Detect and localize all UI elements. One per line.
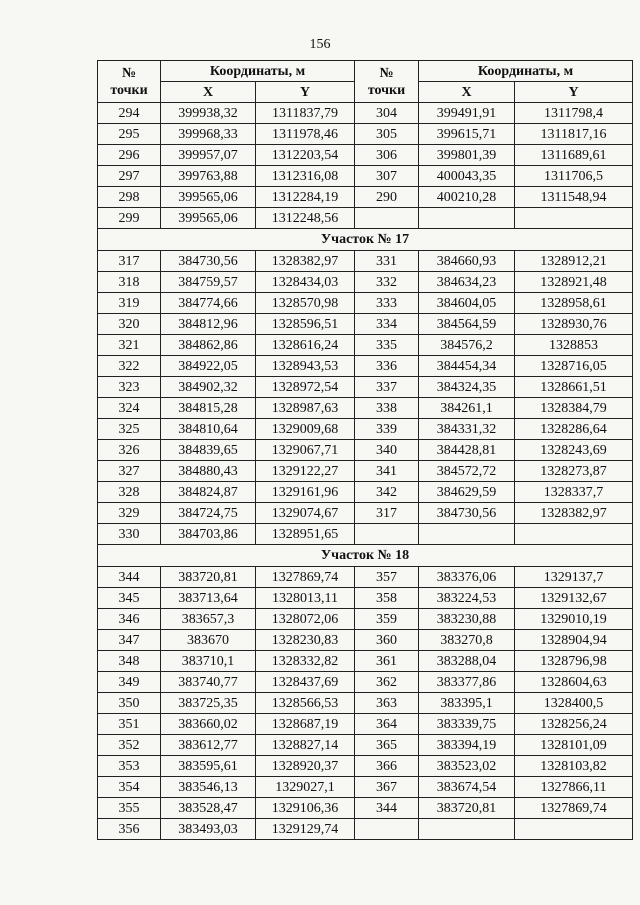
point-number-cell: 365 bbox=[355, 735, 419, 756]
point-number-cell: 328 bbox=[98, 482, 161, 503]
point-number-cell: 337 bbox=[355, 377, 419, 398]
y-coordinate-cell: 1312203,54 bbox=[256, 145, 355, 166]
x-coordinate-cell: 383710,1 bbox=[161, 651, 256, 672]
x-coordinate-cell: 383528,47 bbox=[161, 798, 256, 819]
point-number-cell: 356 bbox=[98, 819, 161, 840]
x-coordinate-cell: 383713,64 bbox=[161, 588, 256, 609]
x-coordinate-cell: 400210,28 bbox=[419, 187, 515, 208]
x-coordinate-cell: 383395,1 bbox=[419, 693, 515, 714]
y-coordinate-cell: 1329106,36 bbox=[256, 798, 355, 819]
point-number-cell: 327 bbox=[98, 461, 161, 482]
point-number-cell: 304 bbox=[355, 103, 419, 124]
y-coordinate-cell bbox=[515, 524, 633, 545]
x-coordinate-cell: 384660,93 bbox=[419, 251, 515, 272]
point-number-cell: 325 bbox=[98, 419, 161, 440]
y-header-right: Y bbox=[515, 82, 633, 103]
x-coordinate-cell: 399957,07 bbox=[161, 145, 256, 166]
y-coordinate-cell: 1328437,69 bbox=[256, 672, 355, 693]
y-coordinate-cell: 1329122,27 bbox=[256, 461, 355, 482]
point-number-header-right bbox=[355, 61, 419, 103]
x-coordinate-cell: 383493,03 bbox=[161, 819, 256, 840]
y-header-left: Y bbox=[256, 82, 355, 103]
point-number-cell: 295 bbox=[98, 124, 161, 145]
x-coordinate-cell: 384730,56 bbox=[419, 503, 515, 524]
x-coordinate-cell: 383270,8 bbox=[419, 630, 515, 651]
x-coordinate-cell: 384880,43 bbox=[161, 461, 256, 482]
x-header-left: X bbox=[161, 82, 256, 103]
x-coordinate-cell: 383660,02 bbox=[161, 714, 256, 735]
x-coordinate-cell: 384629,59 bbox=[419, 482, 515, 503]
y-coordinate-cell: 1328072,06 bbox=[256, 609, 355, 630]
x-coordinate-cell: 383670 bbox=[161, 630, 256, 651]
x-coordinate-cell: 384730,56 bbox=[161, 251, 256, 272]
table-row bbox=[98, 314, 633, 335]
table-row bbox=[98, 124, 633, 145]
point-number-cell: 335 bbox=[355, 335, 419, 356]
x-coordinate-cell: 383394,19 bbox=[419, 735, 515, 756]
y-coordinate-cell: 1311706,5 bbox=[515, 166, 633, 187]
point-number-cell: 344 bbox=[355, 798, 419, 819]
point-number-cell bbox=[355, 819, 419, 840]
point-number-cell: 324 bbox=[98, 398, 161, 419]
x-coordinate-cell: 383740,77 bbox=[161, 672, 256, 693]
table-row bbox=[98, 356, 633, 377]
x-coordinate-cell: 399565,06 bbox=[161, 208, 256, 229]
y-coordinate-cell: 1328101,09 bbox=[515, 735, 633, 756]
point-number-cell: 338 bbox=[355, 398, 419, 419]
point-number-cell: 363 bbox=[355, 693, 419, 714]
x-coordinate-cell: 383674,54 bbox=[419, 777, 515, 798]
x-coordinate-cell: 384572,72 bbox=[419, 461, 515, 482]
y-coordinate-cell: 1328273,87 bbox=[515, 461, 633, 482]
y-coordinate-cell: 1311548,94 bbox=[515, 187, 633, 208]
y-coordinate-cell: 1328904,94 bbox=[515, 630, 633, 651]
point-number-cell: 305 bbox=[355, 124, 419, 145]
y-coordinate-cell: 1329009,68 bbox=[256, 419, 355, 440]
section-title: Участок № 18 bbox=[98, 545, 633, 567]
y-coordinate-cell: 1328912,21 bbox=[515, 251, 633, 272]
table-row bbox=[98, 735, 633, 756]
point-number-cell: 348 bbox=[98, 651, 161, 672]
y-coordinate-cell: 1328286,64 bbox=[515, 419, 633, 440]
x-coordinate-cell: 383546,13 bbox=[161, 777, 256, 798]
x-coordinate-cell: 383595,61 bbox=[161, 756, 256, 777]
x-coordinate-cell: 383720,81 bbox=[419, 798, 515, 819]
table-row bbox=[98, 819, 633, 840]
y-coordinate-cell: 1329132,67 bbox=[515, 588, 633, 609]
point-number-cell: 367 bbox=[355, 777, 419, 798]
x-coordinate-cell: 384759,57 bbox=[161, 272, 256, 293]
y-coordinate-cell: 1328951,65 bbox=[256, 524, 355, 545]
x-coordinate-cell: 399615,71 bbox=[419, 124, 515, 145]
point-number-cell: 294 bbox=[98, 103, 161, 124]
point-number-cell: 332 bbox=[355, 272, 419, 293]
table-row bbox=[98, 440, 633, 461]
point-number-cell: 317 bbox=[355, 503, 419, 524]
y-coordinate-cell: 1312248,56 bbox=[256, 208, 355, 229]
point-number-symbol: № bbox=[379, 65, 394, 81]
y-coordinate-cell: 1329027,1 bbox=[256, 777, 355, 798]
table-row bbox=[98, 630, 633, 651]
y-coordinate-cell: 1328661,51 bbox=[515, 377, 633, 398]
x-coordinate-cell: 384604,05 bbox=[419, 293, 515, 314]
y-coordinate-cell: 1328687,19 bbox=[256, 714, 355, 735]
point-number-cell: 366 bbox=[355, 756, 419, 777]
table-row bbox=[98, 251, 633, 272]
point-number-cell: 323 bbox=[98, 377, 161, 398]
x-coordinate-cell: 384261,1 bbox=[419, 398, 515, 419]
y-coordinate-cell: 1328604,63 bbox=[515, 672, 633, 693]
y-coordinate-cell: 1329161,96 bbox=[256, 482, 355, 503]
x-coordinate-cell: 384774,66 bbox=[161, 293, 256, 314]
point-number-cell: 320 bbox=[98, 314, 161, 335]
y-coordinate-cell: 1327866,11 bbox=[515, 777, 633, 798]
x-coordinate-cell: 384902,32 bbox=[161, 377, 256, 398]
y-coordinate-cell: 1311817,16 bbox=[515, 124, 633, 145]
x-coordinate-cell bbox=[419, 208, 515, 229]
x-coordinate-cell: 383720,81 bbox=[161, 567, 256, 588]
y-coordinate-cell: 1328943,53 bbox=[256, 356, 355, 377]
x-coordinate-cell bbox=[419, 524, 515, 545]
y-coordinate-cell: 1328716,05 bbox=[515, 356, 633, 377]
y-coordinate-cell: 1312284,19 bbox=[256, 187, 355, 208]
coordinates-table bbox=[97, 60, 633, 840]
y-coordinate-cell: 1329137,7 bbox=[515, 567, 633, 588]
point-number-word: точки bbox=[367, 82, 406, 98]
x-coordinate-cell: 383725,35 bbox=[161, 693, 256, 714]
point-number-cell: 334 bbox=[355, 314, 419, 335]
point-number-cell: 329 bbox=[98, 503, 161, 524]
x-coordinate-cell: 384703,86 bbox=[161, 524, 256, 545]
table-row bbox=[98, 672, 633, 693]
y-coordinate-cell: 1328570,98 bbox=[256, 293, 355, 314]
table-row bbox=[98, 567, 633, 588]
y-coordinate-cell: 1311978,46 bbox=[256, 124, 355, 145]
table-row bbox=[98, 208, 633, 229]
x-coordinate-cell: 384839,65 bbox=[161, 440, 256, 461]
point-number-cell: 351 bbox=[98, 714, 161, 735]
x-coordinate-cell: 384810,64 bbox=[161, 419, 256, 440]
x-coordinate-cell: 384922,05 bbox=[161, 356, 256, 377]
section-title: Участок № 17 bbox=[98, 229, 633, 251]
table-row bbox=[98, 293, 633, 314]
point-number-cell: 318 bbox=[98, 272, 161, 293]
point-number-cell: 360 bbox=[355, 630, 419, 651]
x-coordinate-cell: 384454,34 bbox=[419, 356, 515, 377]
x-coordinate-cell bbox=[419, 819, 515, 840]
table-row bbox=[98, 651, 633, 672]
point-number-header-left bbox=[98, 61, 161, 103]
x-coordinate-cell: 384324,35 bbox=[419, 377, 515, 398]
x-coordinate-cell: 383376,06 bbox=[419, 567, 515, 588]
y-coordinate-cell bbox=[515, 208, 633, 229]
point-number-cell: 298 bbox=[98, 187, 161, 208]
y-coordinate-cell: 1328337,7 bbox=[515, 482, 633, 503]
point-number-cell: 331 bbox=[355, 251, 419, 272]
table-row bbox=[98, 377, 633, 398]
table-row bbox=[98, 272, 633, 293]
y-coordinate-cell: 1328566,53 bbox=[256, 693, 355, 714]
x-coordinate-cell: 400043,35 bbox=[419, 166, 515, 187]
point-number-cell: 349 bbox=[98, 672, 161, 693]
point-number-cell: 330 bbox=[98, 524, 161, 545]
table-row bbox=[98, 166, 633, 187]
point-number-cell: 342 bbox=[355, 482, 419, 503]
x-coordinate-cell: 384812,96 bbox=[161, 314, 256, 335]
table-row bbox=[98, 145, 633, 166]
x-coordinate-cell: 384824,87 bbox=[161, 482, 256, 503]
point-number-cell: 354 bbox=[98, 777, 161, 798]
y-coordinate-cell: 1328596,51 bbox=[256, 314, 355, 335]
y-coordinate-cell: 1328920,37 bbox=[256, 756, 355, 777]
table-row bbox=[98, 756, 633, 777]
y-coordinate-cell: 1329067,71 bbox=[256, 440, 355, 461]
x-coordinate-cell: 399565,06 bbox=[161, 187, 256, 208]
x-coordinate-cell: 383612,77 bbox=[161, 735, 256, 756]
point-number-cell: 339 bbox=[355, 419, 419, 440]
x-coordinate-cell: 384576,2 bbox=[419, 335, 515, 356]
y-coordinate-cell: 1328013,11 bbox=[256, 588, 355, 609]
point-number-cell: 346 bbox=[98, 609, 161, 630]
x-coordinate-cell: 383657,3 bbox=[161, 609, 256, 630]
x-coordinate-cell: 383377,86 bbox=[419, 672, 515, 693]
x-coordinate-cell: 384428,81 bbox=[419, 440, 515, 461]
x-header-right: X bbox=[419, 82, 515, 103]
y-coordinate-cell: 1328827,14 bbox=[256, 735, 355, 756]
table-row bbox=[98, 187, 633, 208]
point-number-cell: 347 bbox=[98, 630, 161, 651]
point-number-cell: 344 bbox=[98, 567, 161, 588]
y-coordinate-cell: 1328243,69 bbox=[515, 440, 633, 461]
table-row bbox=[98, 524, 633, 545]
point-number-cell bbox=[355, 208, 419, 229]
y-coordinate-cell: 1328400,5 bbox=[515, 693, 633, 714]
point-number-cell: 345 bbox=[98, 588, 161, 609]
x-coordinate-cell: 383339,75 bbox=[419, 714, 515, 735]
table-row bbox=[98, 461, 633, 482]
x-coordinate-cell: 384724,75 bbox=[161, 503, 256, 524]
coordinates-header-right: Координаты, м bbox=[419, 61, 633, 82]
point-number-cell: 357 bbox=[355, 567, 419, 588]
point-number-cell: 333 bbox=[355, 293, 419, 314]
point-number-cell: 340 bbox=[355, 440, 419, 461]
table-row bbox=[98, 398, 633, 419]
point-number-cell: 359 bbox=[355, 609, 419, 630]
point-number-cell: 317 bbox=[98, 251, 161, 272]
y-coordinate-cell: 1311798,4 bbox=[515, 103, 633, 124]
point-number-cell: 321 bbox=[98, 335, 161, 356]
point-number-cell: 336 bbox=[355, 356, 419, 377]
y-coordinate-cell: 1329074,67 bbox=[256, 503, 355, 524]
x-coordinate-cell: 399763,88 bbox=[161, 166, 256, 187]
y-coordinate-cell: 1328930,76 bbox=[515, 314, 633, 335]
y-coordinate-cell: 1328958,61 bbox=[515, 293, 633, 314]
y-coordinate-cell: 1311689,61 bbox=[515, 145, 633, 166]
y-coordinate-cell: 1328616,24 bbox=[256, 335, 355, 356]
x-coordinate-cell: 383230,88 bbox=[419, 609, 515, 630]
point-number-word: точки bbox=[110, 82, 148, 98]
y-coordinate-cell: 1329129,74 bbox=[256, 819, 355, 840]
y-coordinate-cell: 1327869,74 bbox=[515, 798, 633, 819]
point-number-cell: 361 bbox=[355, 651, 419, 672]
table-body bbox=[98, 103, 633, 840]
point-number-cell: 358 bbox=[355, 588, 419, 609]
y-coordinate-cell: 1328853 bbox=[515, 335, 633, 356]
point-number-cell: 352 bbox=[98, 735, 161, 756]
point-number-cell: 296 bbox=[98, 145, 161, 166]
point-number-cell: 353 bbox=[98, 756, 161, 777]
y-coordinate-cell: 1328230,83 bbox=[256, 630, 355, 651]
y-coordinate-cell bbox=[515, 819, 633, 840]
table-row bbox=[98, 609, 633, 630]
y-coordinate-cell: 1328972,54 bbox=[256, 377, 355, 398]
point-number-cell: 326 bbox=[98, 440, 161, 461]
table-row bbox=[98, 714, 633, 735]
point-number-cell bbox=[355, 524, 419, 545]
y-coordinate-cell: 1329010,19 bbox=[515, 609, 633, 630]
y-coordinate-cell: 1328382,97 bbox=[256, 251, 355, 272]
y-coordinate-cell: 1328332,82 bbox=[256, 651, 355, 672]
x-coordinate-cell: 383288,04 bbox=[419, 651, 515, 672]
table-row bbox=[98, 693, 633, 714]
y-coordinate-cell: 1328796,98 bbox=[515, 651, 633, 672]
point-number-cell: 307 bbox=[355, 166, 419, 187]
x-coordinate-cell: 399801,39 bbox=[419, 145, 515, 166]
section-row bbox=[98, 229, 633, 251]
x-coordinate-cell: 399968,33 bbox=[161, 124, 256, 145]
x-coordinate-cell: 384564,59 bbox=[419, 314, 515, 335]
y-coordinate-cell: 1328384,79 bbox=[515, 398, 633, 419]
y-coordinate-cell: 1328103,82 bbox=[515, 756, 633, 777]
table-header bbox=[98, 61, 633, 103]
table-row bbox=[98, 588, 633, 609]
coordinates-header-left: Координаты, м bbox=[161, 61, 355, 82]
x-coordinate-cell: 384862,86 bbox=[161, 335, 256, 356]
table-row bbox=[98, 482, 633, 503]
x-coordinate-cell: 383224,53 bbox=[419, 588, 515, 609]
point-number-cell: 341 bbox=[355, 461, 419, 482]
x-coordinate-cell: 384634,23 bbox=[419, 272, 515, 293]
point-number-cell: 297 bbox=[98, 166, 161, 187]
point-number-cell: 362 bbox=[355, 672, 419, 693]
point-number-cell: 319 bbox=[98, 293, 161, 314]
point-number-symbol: № bbox=[121, 65, 137, 81]
y-coordinate-cell: 1328434,03 bbox=[256, 272, 355, 293]
point-number-cell: 322 bbox=[98, 356, 161, 377]
y-coordinate-cell: 1312316,08 bbox=[256, 166, 355, 187]
x-coordinate-cell: 384331,32 bbox=[419, 419, 515, 440]
table-row bbox=[98, 798, 633, 819]
table-row bbox=[98, 503, 633, 524]
x-coordinate-cell: 399491,91 bbox=[419, 103, 515, 124]
section-row bbox=[98, 545, 633, 567]
x-coordinate-cell: 399938,32 bbox=[161, 103, 256, 124]
point-number-cell: 355 bbox=[98, 798, 161, 819]
y-coordinate-cell: 1328921,48 bbox=[515, 272, 633, 293]
table-row bbox=[98, 103, 633, 124]
point-number-cell: 299 bbox=[98, 208, 161, 229]
x-coordinate-cell: 383523,02 bbox=[419, 756, 515, 777]
y-coordinate-cell: 1327869,74 bbox=[256, 567, 355, 588]
table-row bbox=[98, 419, 633, 440]
point-number-cell: 306 bbox=[355, 145, 419, 166]
point-number-cell: 364 bbox=[355, 714, 419, 735]
page-number: 156 bbox=[309, 37, 331, 52]
x-coordinate-cell: 384815,28 bbox=[161, 398, 256, 419]
y-coordinate-cell: 1311837,79 bbox=[256, 103, 355, 124]
point-number-cell: 290 bbox=[355, 187, 419, 208]
y-coordinate-cell: 1328382,97 bbox=[515, 503, 633, 524]
y-coordinate-cell: 1328256,24 bbox=[515, 714, 633, 735]
y-coordinate-cell: 1328987,63 bbox=[256, 398, 355, 419]
point-number-cell: 350 bbox=[98, 693, 161, 714]
table-row bbox=[98, 777, 633, 798]
table-row bbox=[98, 335, 633, 356]
